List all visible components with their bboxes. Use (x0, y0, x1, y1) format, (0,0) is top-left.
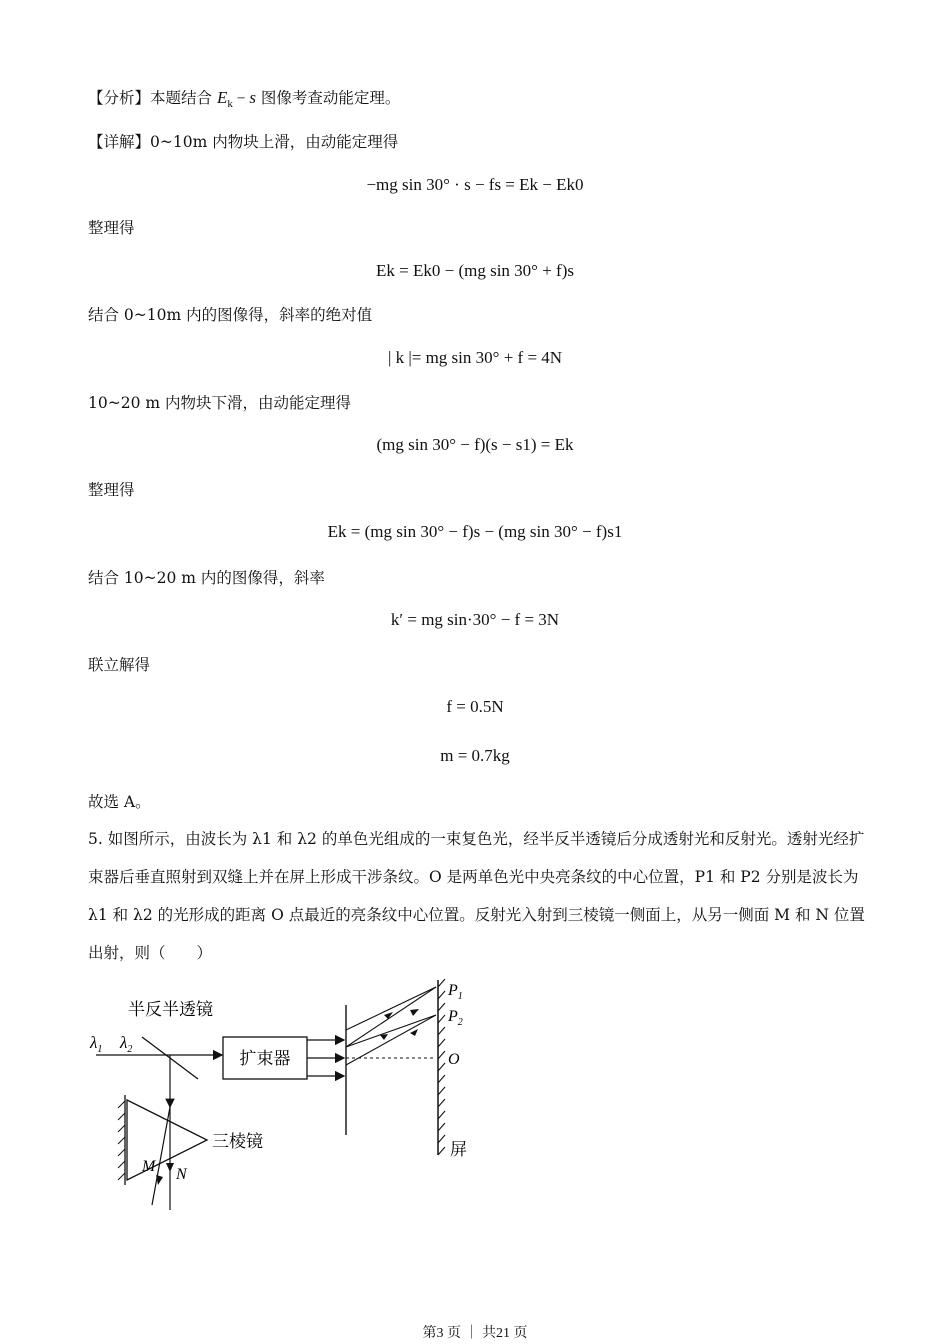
analysis-line (88, 88, 400, 114)
equation-7: f = 0.5N (446, 697, 504, 716)
ray-2 (346, 987, 436, 1047)
arrowhead-2 (410, 1009, 419, 1016)
var-E: E (216, 88, 228, 107)
equation-6: k′ = mg sin·30° − f = 3N (390, 610, 560, 629)
text-lianli: 联立解得 (88, 656, 151, 674)
label-P2: $P_2$ (448, 1008, 463, 1028)
analysis-before: 本题结合 (150, 89, 213, 107)
var-s: s (249, 88, 256, 107)
analysis-after: 图像考查动能定理。 (260, 89, 401, 107)
label-screen: 屏 (450, 1140, 467, 1159)
question-number: 5. (88, 830, 103, 848)
label-M: M (142, 1158, 156, 1175)
equation-4: (mg sin 30° − f)(s − s1) = Ek (376, 435, 574, 454)
arrowhead-3 (380, 1034, 388, 1040)
question-5 (88, 820, 868, 972)
arrowhead-4 (410, 1029, 418, 1036)
prism (127, 1100, 207, 1180)
page-footer: 第3 页 ｜ 共21 页 (422, 1326, 528, 1341)
screen-hatch (438, 979, 445, 1155)
label-P1: $P_1$ (448, 982, 463, 1002)
optics-diagram (80, 975, 500, 1219)
optics-figure (80, 975, 500, 1215)
arrowhead-N (166, 1163, 174, 1172)
text-guxuan: 故选 A。 (88, 793, 151, 811)
arrowhead-M (156, 1175, 163, 1185)
prism-hatch (118, 1101, 125, 1180)
text-xiahua: 10~20 m 内物块下滑，由动能定理得 (88, 394, 351, 412)
arrowhead-1 (384, 1012, 393, 1019)
minus-sign: − (232, 90, 250, 107)
equation-3: | k |= mg sin 30° + f = 4N (387, 348, 563, 367)
analysis-label: 【分析】 (88, 89, 151, 107)
ray-1 (346, 987, 436, 1030)
sub-k: k (227, 98, 233, 110)
detail-text: 0~10m 内物块上滑，由动能定理得 (150, 133, 399, 151)
equation-2: Ek = Ek0 − (mg sin 30° + f)s (376, 261, 574, 280)
text-jiehe-1: 结合 0~10m 内的图像得，斜率的绝对值 (88, 306, 373, 324)
detail-label: 【详解】 (88, 133, 151, 151)
label-lambda2: $\lambda_2$ (120, 1033, 133, 1055)
equation-5: Ek = (mg sin 30° − f)s − (mg sin 30° − f)s1 (327, 522, 623, 541)
label-prism: 三棱镜 (212, 1132, 263, 1151)
detail-line (88, 132, 398, 152)
label-N: N (176, 1166, 187, 1183)
text-zhengli-2: 整理得 (88, 481, 135, 499)
ray-3 (346, 1015, 436, 1047)
label-expander: 扩束器 (239, 1049, 291, 1068)
question-text: 如图所示，由波长为 λ1 和 λ2 的单色光组成的一束复色光，经半反半透镜后分成透射光和反射光。透射光经扩束器后垂直照射到双缝上并在屏上形成干涉条纹。O 是两单色光中央亮条纹的中心位置，P1 和 P2 分别是波长为 λ1 和 λ2 的光形成的距离 O 点最近的亮条纹中心位置。反射光入射到三棱镜一侧面上，从另一侧面 M 和 N 位置出射，则（ ） (88, 830, 865, 962)
text-jiehe-2: 结合 10~20 m 内的图像得，斜率 (88, 569, 325, 587)
label-half-mirror: 半反半透镜 (128, 1000, 213, 1019)
label-lambda1: $\lambda_1$ (90, 1033, 103, 1055)
equation-1: −mg sin 30° · s − fs = Ek − Ek0 (366, 175, 584, 194)
text-zhengli-1: 整理得 (88, 219, 135, 237)
equation-8: m = 0.7kg (440, 746, 510, 765)
label-O: O (448, 1051, 460, 1068)
